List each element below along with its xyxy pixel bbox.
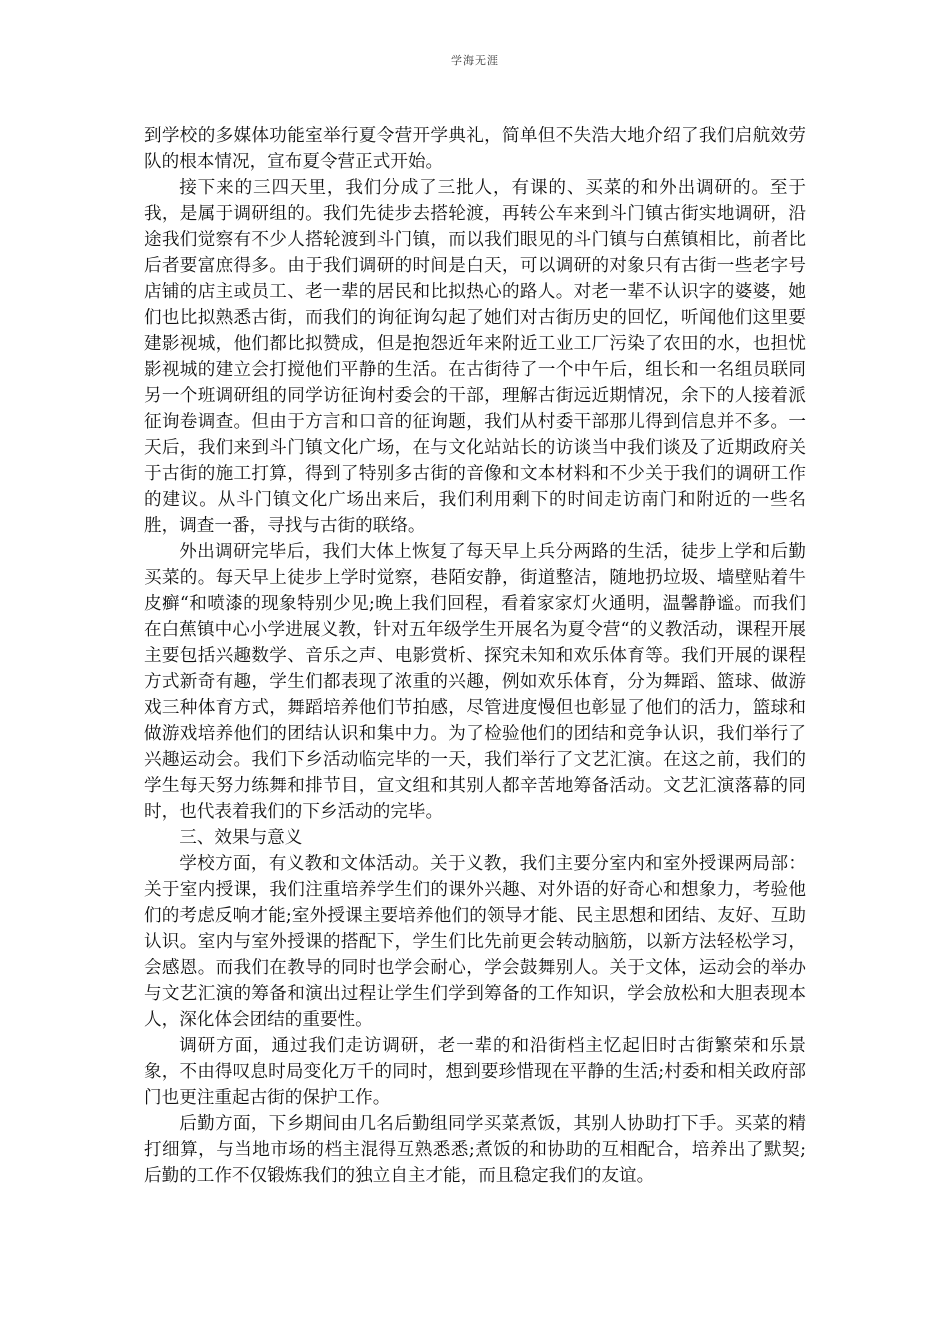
paragraph: 接下来的三四天里，我们分成了三批人，有课的、买菜的和外出调研的。至于我，是属于调研组的。我们先徒步去搭轮渡，再转公车来到斗门镇古街实地调研，沿途我们觉察有不少人搭轮渡到斗门镇，而以我们眼见的斗门镇与白蕉镇相比，前者比后者要富庶得多。由于我们调研的时间是白天，可以调研的对象只有古街一些老字号店铺的店主或员工、老一辈的居民和比拟热心的路人。对老一辈不认识字的婆婆，她们也比拟熟悉古街，而我们的询征询勾起了她们对古街历史的回忆，听闻他们这里要建影视城，他们都比拟赞成，但是抱怨近年来附近工业工厂污染了农田的水，也担忧影视城的建立会打搅他们平静的生活。在古街待了一个中午后，组长和一名组员联同另一个班调研组的同学访征询村委会的干部，理解古街远近期情况，余下的人接着派征询卷调查。但由于方言和口音的征询题，我们从村委干部那儿得到信息并不多。一天后，我们来到斗门镇文化广场，在与文化站站长的访谈当中我们谈及了近期政府关于古街的施工打算，得到了特别多古街的音像和文本材料和不少关于我们的调研工作的建议。从斗门镇文化广场出来后，我们利用剩下的时间走访南门和附近的一些名胜，调查一番，寻找与古街的联络。 xyxy=(144,178,806,536)
paragraph: 后勤方面，下乡期间由几名后勤组同学买菜煮饭，其别人协助打下手。买菜的精打细算，与当地市场的档主混得互熟悉悉;煮饭的和协助的互相配合，培养出了默契;后勤的工作不仅锻炼我们的独立自主才能，而且稳定我们的友谊。 xyxy=(144,1114,806,1186)
paragraph: 学校方面，有义教和文体活动。关于义教，我们主要分室内和室外授课两局部：关于室内授课，我们注重培养学生们的课外兴趣、对外语的好奇心和想象力，考验他们的考虑反响才能;室外授课主要培养他们的领导才能、民主思想和团结、友好、互助认识。室内与室外授课的搭配下，学生们比先前更会转动脑筋，以新方法轻松学习，会感恩。而我们在教导的同时也学会耐心，学会鼓舞别人。关于文体，运动会的举办与文艺汇演的筹备和演出过程让学生们学到筹备的工作知识，学会放松和大胆表现本人，深化体会团结的重要性。 xyxy=(144,854,806,1030)
section-heading: 三、效果与意义 xyxy=(179,828,303,848)
paragraph: 外出调研完毕后，我们大体上恢复了每天早上兵分两路的生活，徒步上学和后勤买菜的。每天早上徒步上学时觉察，巷陌安静，街道整洁，随地扔垃圾、墙壁贴着牛皮癣“和喷漆的现象特别少见;晚上我们回程，看着家家灯火通明，温馨静谧。而我们在白蕉镇中心小学进展义教，针对五年级学生开展名为夏令营“的义教活动，课程开展主要包括兴趣数学、音乐之声、电影赏析、探究未知和欢乐体育等。我们开展的课程方式新奇有趣，学生们都表现了浓重的兴趣，例如欢乐体育，分为舞蹈、篮球、做游戏三种体育方式，舞蹈培养他们节拍感，尽管进度慢但也彰显了他们的活力，篮球和做游戏培养他们的团结认识和集中力。为了检验他们的团结和竞争认识，我们举行了兴趣运动会。我们下乡活动临完毕的一天，我们举行了文艺汇演。在这之前，我们的学生每天努力练舞和排节目，宣文组和其别人都辛苦地筹备活动。文艺汇演落幕的同时，也代表着我们的下乡活动的完毕。 xyxy=(144,542,806,822)
paragraph: 调研方面，通过我们走访调研，老一辈的和沿街档主忆起旧时古街繁荣和乐景象，不由得叹息时局变化万千的同时，想到要珍惜现在平静的生活;村委和相关政府部门也更注重起古街的保护工作。 xyxy=(144,1036,806,1108)
document-body xyxy=(144,123,806,1189)
paragraph: 到学校的多媒体功能室举行夏令营开学典礼，简单但不失浩大地介绍了我们启航效劳队的根本情况，宣布夏令营正式开始。 xyxy=(144,126,806,172)
page-header: 学海无涯 xyxy=(451,54,499,67)
